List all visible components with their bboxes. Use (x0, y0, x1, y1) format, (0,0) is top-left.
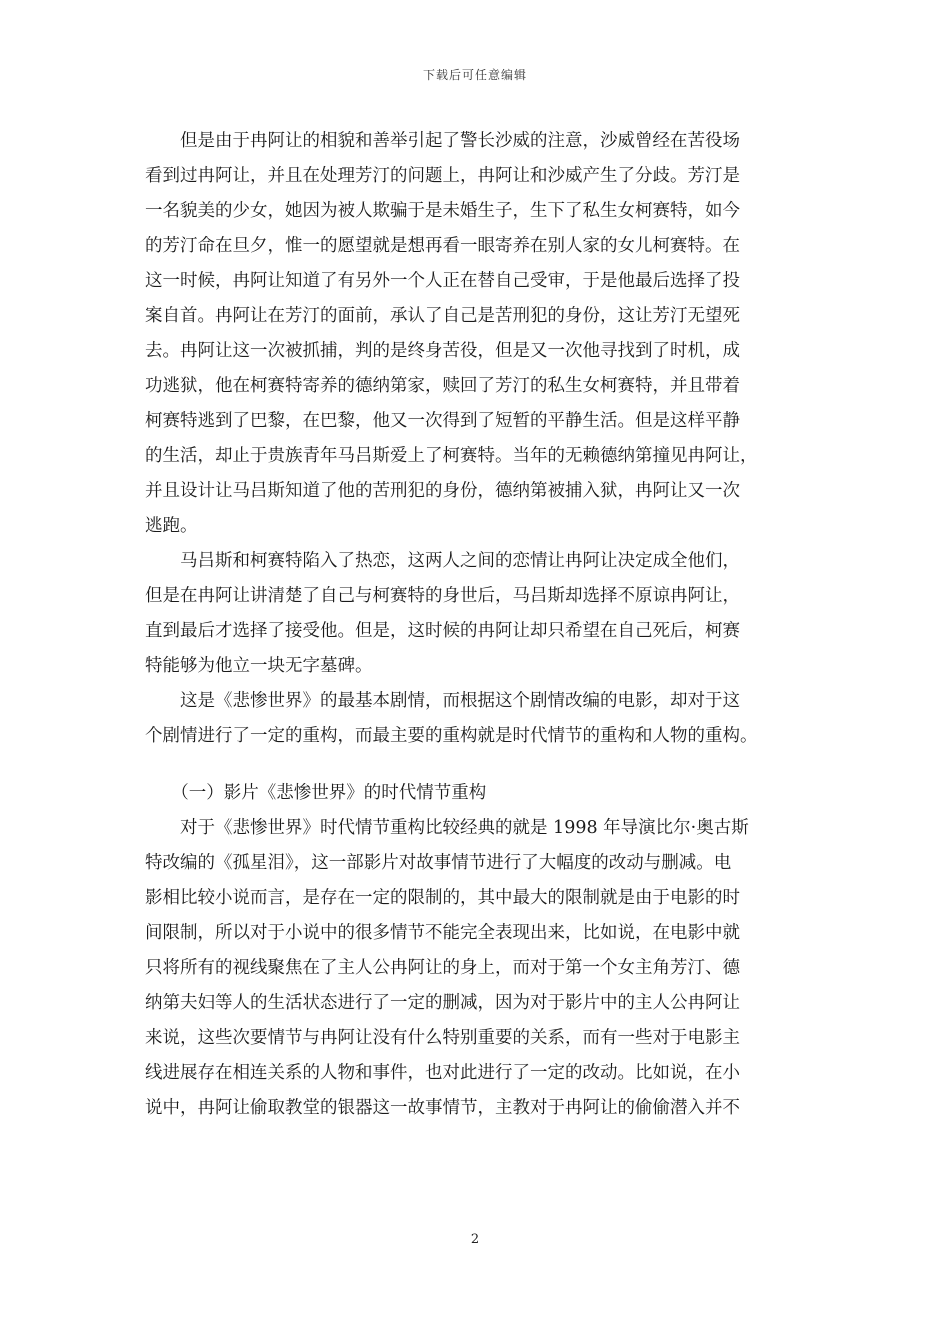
text-line: 对于《悲惨世界》时代情节重构比较经典的就是 1998 年导演比尔·奥古斯 (145, 818, 749, 838)
text-line: 间限制，所以对于小说中的很多情节不能完全表现出来，比如说，在电影中就 (145, 923, 740, 943)
text-line: 马吕斯和柯赛特陷入了热恋，这两人之间的恋情让冉阿让决定成全他们， (145, 551, 740, 571)
text-line: 影相比较小说而言，是存在一定的限制的，其中最大的限制就是由于电影的时 (145, 888, 740, 908)
text-line: 案自首。冉阿让在芳汀的面前，承认了自己是苦刑犯的身份，这让芳汀无望死 (145, 306, 740, 326)
text-line: 但是在冉阿让讲清楚了自己与柯赛特的身世后，马吕斯却选择不原谅冉阿让， (145, 586, 740, 606)
text-line: 说中，冉阿让偷取教堂的银器这一故事情节，主教对于冉阿让的偷偷潜入并不 (145, 1098, 740, 1118)
section-heading (145, 776, 810, 811)
text-line: 这是《悲惨世界》的最基本剧情，而根据这个剧情改编的电影，却对于这 (145, 691, 740, 711)
text-line: 直到最后才选择了接受他。但是，这时候的冉阿让却只希望在自己死后，柯赛 (145, 621, 740, 641)
text-line: 看到过冉阿让，并且在处理芳汀的问题上，冉阿让和沙威产生了分歧。芳汀是 (145, 166, 740, 186)
text-line: 这一时候，冉阿让知道了有另外一个人正在替自己受审，于是他最后选择了投 (145, 271, 740, 291)
text-line: 纳第夫妇等人的生活状态进行了一定的删减，因为对于影片中的主人公冉阿让 (145, 993, 740, 1013)
document-body (145, 124, 810, 1126)
section-heading-text: （一）影片《悲惨世界》的时代情节重构 (145, 783, 487, 803)
text-line: 线进展存在相连关系的人物和事件，也对此进行了一定的改动。比如说，在小 (145, 1063, 740, 1083)
paragraph-2 (145, 544, 810, 684)
paragraph-3 (145, 684, 810, 754)
paragraph-1 (145, 124, 810, 544)
text-line: 的生活，却止于贵族青年马吕斯爱上了柯赛特。当年的无赖德纳第撞见冉阿让， (145, 446, 758, 466)
text-line: 功逃狱，他在柯赛特寄养的德纳第家，赎回了芳汀的私生女柯赛特，并且带着 (145, 376, 740, 396)
text-line: 去。冉阿让这一次被抓捕，判的是终身苦役，但是又一次他寻找到了时机，成 (145, 341, 740, 361)
paragraph-4 (145, 811, 810, 1126)
section-gap (145, 754, 810, 776)
text-line: 特改编的《孤星泪》，这一部影片对故事情节进行了大幅度的改动与删减。电 (145, 853, 732, 873)
text-line: 特能够为他立一块无字墓碑。 (145, 656, 373, 676)
text-line: 并且设计让马吕斯知道了他的苦刑犯的身份，德纳第被捕入狱，冉阿让又一次 (145, 481, 740, 501)
text-line: 一名貌美的少女，她因为被人欺骗于是未婚生子，生下了私生女柯赛特，如今 (145, 201, 740, 221)
text-line: 但是由于冉阿让的相貌和善举引起了警长沙威的注意，沙威曾经在苦役场 (145, 131, 740, 151)
text-line: 个剧情进行了一定的重构，而最主要的重构就是时代情节的重构和人物的重构。 (145, 726, 758, 746)
text-line: 只将所有的视线聚焦在了主人公冉阿让的身上，而对于第一个女主角芳汀、德 (145, 958, 740, 978)
text-line: 来说，这些次要情节与冉阿让没有什么特别重要的关系，而有一些对于电影主 (145, 1028, 740, 1048)
text-line: 柯赛特逃到了巴黎，在巴黎，他又一次得到了短暂的平静生活。但是这样平静 (145, 411, 740, 431)
text-line: 逃跑。 (145, 516, 198, 536)
page-number: 2 (470, 1232, 480, 1247)
text-line: 的芳汀命在旦夕，惟一的愿望就是想再看一眼寄养在别人家的女儿柯赛特。在 (145, 236, 740, 256)
page-header: 下载后可任意编辑 (422, 68, 527, 82)
